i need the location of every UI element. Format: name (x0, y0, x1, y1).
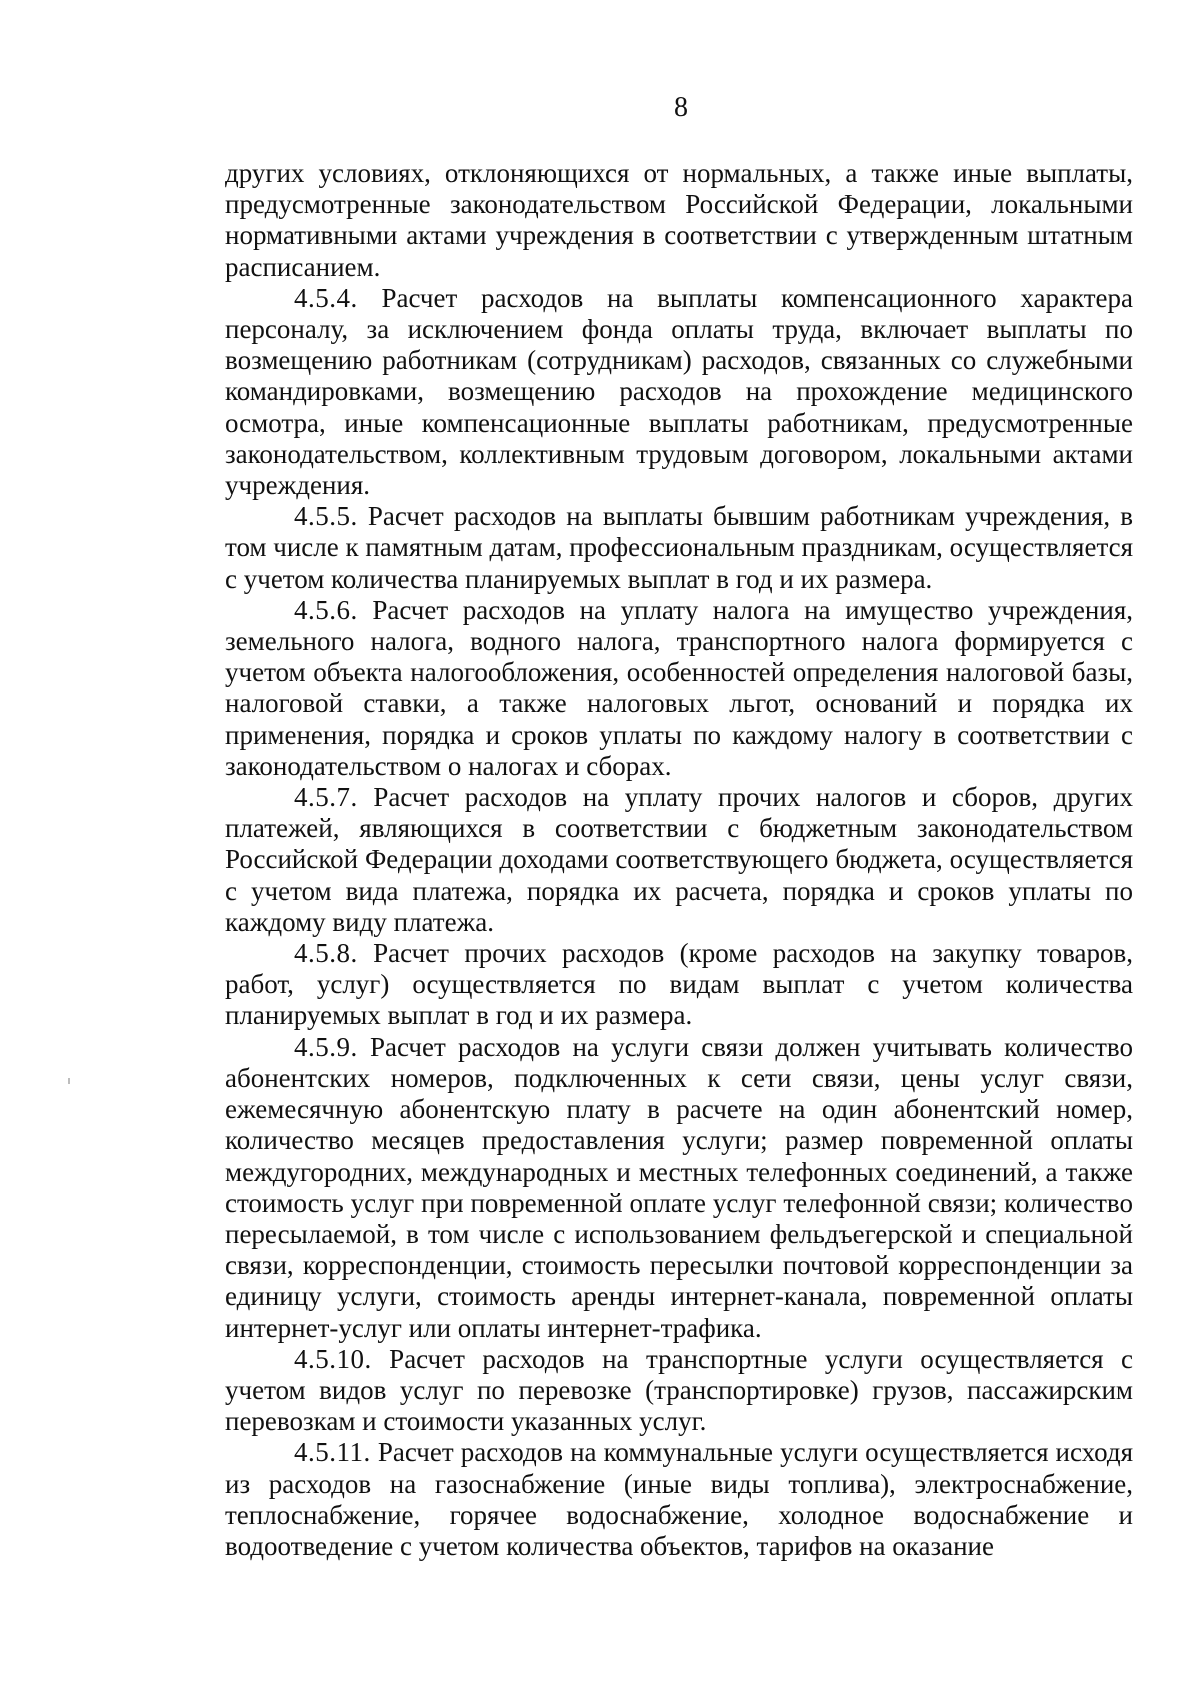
paragraph-number: 4.5.10. (294, 1343, 372, 1374)
document-body (225, 158, 1133, 1562)
paragraph-text: Расчет расходов на выплаты бывшим работникам учреждения, в том числе к памятным датам, профессиональным праздникам, осуществляется с учетом количества планируемых выплат в год и их размера. (225, 501, 1133, 594)
paragraph-number: 4.5.9. (294, 1031, 358, 1062)
paragraph-4-5-11 (225, 1437, 1133, 1562)
scan-artifact (68, 1078, 70, 1084)
paragraph-text: других условиях, отклоняющихся от нормальных, а также иные выплаты, предусмотренные законодательством Российской Федерации, локальными нормативными актами учреждения в соответствии с утвержденным штатным расписанием. (225, 158, 1133, 282)
paragraph-text: Расчет расходов на коммунальные услуги осуществляется исходя из расходов на газоснабжение (иные виды топлива), электроснабжение, теплоснабжение, горячее водоснабжение, холодное водоснабжение и водоотведение с учетом количества объектов, тарифов на оказание (225, 1437, 1133, 1561)
paragraph-continuation (225, 158, 1133, 283)
paragraph-number: 4.5.8. (294, 938, 358, 969)
paragraph-4-5-4 (225, 283, 1133, 501)
paragraph-4-5-9 (225, 1032, 1133, 1344)
paragraph-4-5-7 (225, 782, 1133, 938)
paragraph-text: Расчет расходов на транспортные услуги осуществляется с учетом видов услуг по перевозке (транспортировке) грузов, пассажирским перевозкам и стоимости указанных услуг. (225, 1343, 1134, 1437)
paragraph-number: 4.5.11. (294, 1437, 371, 1468)
paragraph-text: Расчет расходов на уплату прочих налогов и сборов, других платежей, являющихся в соответствии с бюджетным законодательством Российской Федерации доходами соответствующего бюджета, осуществляется с учетом вида платежа, порядка их расчета, порядка и сроков уплаты по каждому виду платежа. (225, 782, 1133, 937)
paragraph-number: 4.5.6. (294, 594, 358, 625)
page-number: 8 (674, 92, 688, 123)
paragraph-4-5-6 (225, 595, 1133, 782)
paragraph-text: Расчет прочих расходов (кроме расходов на закупку товаров, работ, услуг) осуществляется по видам выплат с учетом количества планируемых выплат в год и их размера. (225, 938, 1134, 1031)
paragraph-4-5-8 (225, 938, 1133, 1032)
paragraph-number: 4.5.5. (294, 501, 358, 532)
paragraph-text: Расчет расходов на уплату налога на имущество учреждения, земельного налога, водного налога, транспортного налога формируется с учетом объекта налогообложения, особенностей определения налоговой базы, налоговой ставки, а также налоговых льгот, оснований и порядка их применения, порядка и сроков уплаты по каждому налогу в соответствии с законодательством о налогах и сборах. (225, 594, 1133, 781)
paragraph-4-5-10 (225, 1344, 1133, 1438)
paragraph-number: 4.5.4. (294, 282, 358, 313)
paragraph-4-5-5 (225, 501, 1133, 595)
paragraph-number: 4.5.7. (294, 782, 358, 813)
paragraph-text: Расчет расходов на услуги связи должен учитывать количество абонентских номеров, подключенных к сети связи, цены услуг связи, ежемесячную абонентскую плату в расчете на один абонентский номер, количество месяцев предоставления услуги; размер повременной оплаты междугородних, международных и местных телефонных соединений, а также стоимость услуг при повременной оплате услуг телефонной связи; количество пересылаемой, в том числе с использованием фельдъегерской и специальной связи, корреспонденции, стоимость пересылки почтовой корреспонденции за единицу услуги, стоимость аренды интернет-канала, повременной оплаты интернет-услуг или оплаты интернет-трафика. (225, 1031, 1133, 1343)
paragraph-text: Расчет расходов на выплаты компенсационного характера персоналу, за исключением фонда оплаты труда, включает выплаты по возмещению работникам (сотрудникам) расходов, связанных со служебными командировками, возмещению расходов на прохождение медицинского осмотра, иные компенсационные выплаты работникам, предусмотренные законодательством, коллективным трудовым договором, локальными актами учреждения. (225, 282, 1134, 501)
